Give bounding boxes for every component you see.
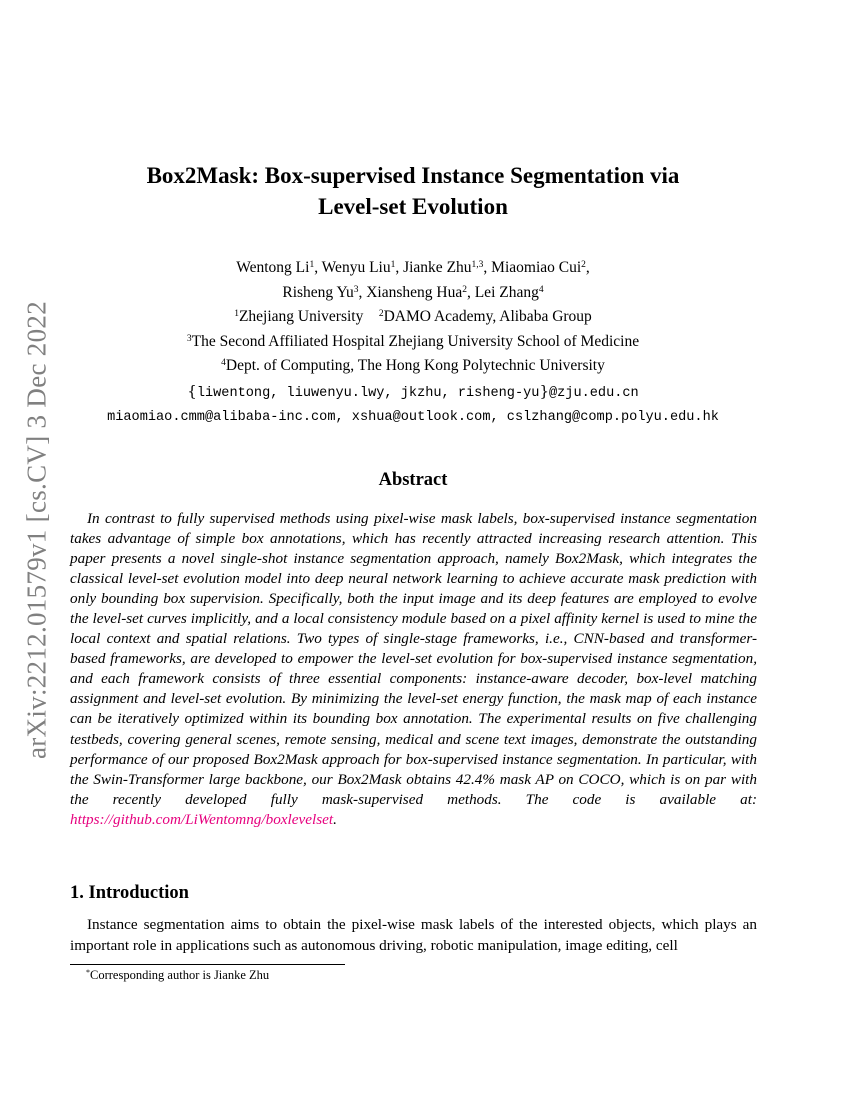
affiliation-number: 4 [221,358,226,368]
affiliation-number: 1 [234,309,239,319]
email-row-1 [70,379,756,407]
affiliation-row-3 [70,354,756,379]
footnote-text: Corresponding author is Jianke Zhu [90,968,270,982]
abstract-body [70,509,757,830]
footnote-divider [70,964,345,965]
code-link[interactable]: https://github.com/LiWentomng/boxlevelset [70,810,334,828]
footnote [86,968,269,983]
author-affiliation-mark: 4 [538,284,544,295]
author-block [70,256,756,431]
author-affiliation-mark: 1,3 [471,260,484,270]
section-heading-introduction: 1. Introduction [70,883,189,903]
email-domain: @zju.edu.cn [548,385,639,401]
author-name: Lei Zhang [474,283,539,301]
title-line-1: Box2Mask: Box-supervised Instance Segmentation via [146,163,680,188]
author-affiliation-mark: 1 [390,260,396,270]
author-affiliation-mark: 2 [581,260,586,270]
open-brace: { [187,381,197,400]
affiliation-number: 2 [378,309,384,319]
author-name: Wentong Li [236,259,310,276]
affiliation-text: The Second Affiliated Hospital Zhejiang University School of Medicine [191,332,640,350]
introduction-paragraph: Instance segmentation aims to obtain the pixel-wise mask labels of the interested objects, which plays an important role in applications such as autonomous driving, robotic manipulation, image editing, cell [70,916,757,954]
author-affiliation-mark: 1 [309,260,315,270]
affiliation-text: Zhejiang University [238,308,364,325]
affiliation-number: 3 [186,333,192,344]
author-name: Wenyu Liu [321,259,391,276]
author-name: Xiansheng Hua [366,283,463,301]
author-affiliation-mark: 3 [353,284,359,295]
author-row-1: Wentong Li$^1$, Wenyu Liu$^1$, Jianke Zhu$^{1,3}$, Miaomiao Cui$^2$, [236,259,590,276]
abstract-end: . [333,810,337,828]
affiliation-text: DAMO Academy, Alibaba Group [383,308,592,325]
author-affiliation-mark: 2 [462,284,467,295]
author-row-2: Risheng Yu$^3$, Xiansheng Hua$^2$, Lei Zhang$^4$ [282,283,544,301]
author-name: Miaomiao Cui [491,259,582,276]
email-row-2: miaomiao.cmm@alibaba-inc.com, xshua@outlook.com, cslzhang@comp.polyu.edu.hk [107,410,719,425]
author-name: Jianke Zhu [403,259,472,276]
footnote-mark: * [86,968,90,977]
email-group: liwentong, liuwenyu.lwy, jkzhu, risheng-yu [196,385,540,401]
abstract-heading: Abstract [378,470,448,490]
affiliation-row-2 [70,330,756,355]
paper-title [70,160,756,222]
author-name: Risheng Yu [282,283,354,301]
close-brace: } [539,381,549,400]
affiliation-text: Dept. of Computing, The Hong Kong Polytechnic University [225,357,605,374]
affiliation-row-1 [70,305,756,330]
arxiv-identifier-stamp: arXiv:2212.01579v1 [cs.CV] 3 Dec 2022 [21,300,52,760]
title-line-2: Level-set Evolution [318,194,508,219]
abstract-text: In contrast to fully supervised methods using pixel-wise mask labels, box-supervised instance segmentation takes advantage of simple box annotations, which has recently attracted increasing research attention. This paper presents a novel single-shot instance segmentation approach, namely Box2Mask, which integrates the classical level-set evolution model into deep neural network learning to achieve accurate mask prediction with only bounding box supervision. Specifically, both the input image and its deep features are employed to evolve the level-set curves implicitly, and a local consistency module based on a pixel affinity kernel is used to mine the local context and spatial relations. Two types of single-stage frameworks, i.e., CNN-based and transformer-based frameworks, are developed to empower the level-set evolution for box-supervised instance segmentation, and each framework consists of three essential components: instance-aware decoder, box-level matching assignment and level-set evolution. By minimizing the level-set energy function, the mask map of each instance can be iteratively optimized within its bounding box annotation. The experimental results on five challenging testbeds, covering general scenes, remote sensing, medical and scene text images, demonstrate the outstanding performance of our proposed Box2Mask approach for box-supervised instance segmentation. In particular, with the Swin-Transformer large backbone, our Box2Mask obtains 42.4% mask AP on COCO, which is on par with the recently developed fully mask-supervised methods. The code is available at: [70,510,757,808]
